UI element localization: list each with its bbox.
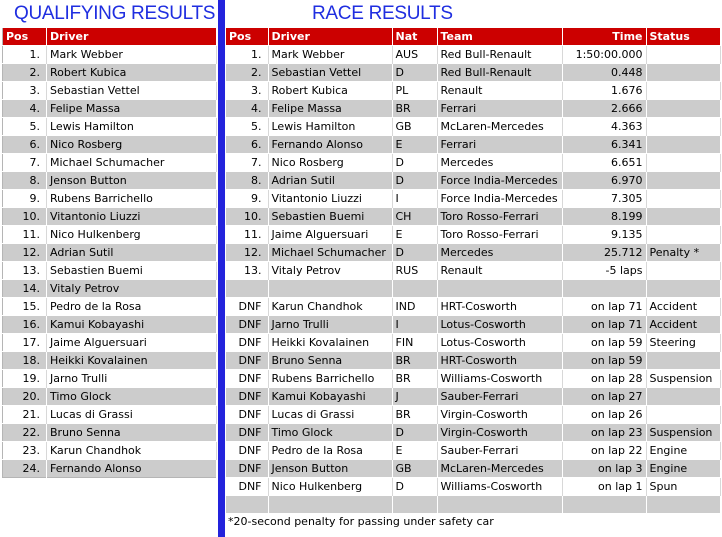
- race-status-cell: [646, 496, 721, 514]
- race-title: RACE RESULTS: [312, 3, 453, 24]
- race-driver-cell: Fernando Alonso: [268, 136, 392, 154]
- qualifying-row: [3, 370, 217, 388]
- race-row: [226, 82, 721, 100]
- race-status-cell: Suspension: [646, 424, 721, 442]
- qualifying-row: [3, 46, 217, 64]
- race-driver-cell: Felipe Massa: [268, 100, 392, 118]
- qualifying-driver-cell: Pedro de la Rosa: [47, 298, 217, 316]
- race-driver-cell: Michael Schumacher: [268, 244, 392, 262]
- qualifying-driver-cell: Karun Chandhok: [47, 442, 217, 460]
- qualifying-pos-cell: 21.: [3, 406, 47, 424]
- race-nat-cell: J: [392, 388, 437, 406]
- race-pos-cell: 11.: [226, 226, 268, 244]
- qualifying-title: QUALIFYING RESULTS: [14, 3, 216, 24]
- race-pos-cell: DNF: [226, 406, 268, 424]
- qualifying-header-row: [3, 28, 217, 46]
- race-row: [226, 100, 721, 118]
- race-status-cell: [646, 64, 721, 82]
- race-header-time: Time: [562, 28, 646, 46]
- race-time-cell: [562, 280, 646, 298]
- race-pos-cell: DNF: [226, 334, 268, 352]
- race-row: [226, 46, 721, 64]
- race-driver-cell: Lewis Hamilton: [268, 118, 392, 136]
- race-time-cell: [562, 496, 646, 514]
- qualifying-row: [3, 352, 217, 370]
- race-row: [226, 226, 721, 244]
- race-nat-cell: D: [392, 424, 437, 442]
- race-time-cell: 6.651: [562, 154, 646, 172]
- race-nat-cell: D: [392, 244, 437, 262]
- race-table: [226, 28, 721, 513]
- qualifying-pos-cell: 7.: [3, 154, 47, 172]
- race-pos-cell: DNF: [226, 460, 268, 478]
- race-row: [226, 190, 721, 208]
- race-row: [226, 64, 721, 82]
- race-row: [226, 352, 721, 370]
- race-driver-cell: [268, 280, 392, 298]
- race-team-cell: Toro Rosso-Ferrari: [437, 208, 562, 226]
- qualifying-row: [3, 298, 217, 316]
- qualifying-driver-cell: Vitantonio Liuzzi: [47, 208, 217, 226]
- race-pos-cell: [226, 496, 268, 514]
- race-pos-cell: DNF: [226, 442, 268, 460]
- race-driver-cell: Jaime Alguersuari: [268, 226, 392, 244]
- qualifying-pos-cell: 2.: [3, 64, 47, 82]
- race-nat-cell: AUS: [392, 46, 437, 64]
- race-team-cell: Ferrari: [437, 100, 562, 118]
- race-status-cell: [646, 118, 721, 136]
- qualifying-driver-cell: Bruno Senna: [47, 424, 217, 442]
- race-pos-cell: 2.: [226, 64, 268, 82]
- race-status-cell: Accident: [646, 298, 721, 316]
- race-status-cell: Spun: [646, 478, 721, 496]
- race-team-cell: Lotus-Cosworth: [437, 334, 562, 352]
- race-team-cell: [437, 496, 562, 514]
- race-team-cell: Sauber-Ferrari: [437, 442, 562, 460]
- race-time-cell: on lap 23: [562, 424, 646, 442]
- race-row: [226, 388, 721, 406]
- race-time-cell: 6.970: [562, 172, 646, 190]
- race-nat-cell: E: [392, 226, 437, 244]
- qualifying-driver-cell: Nico Hulkenberg: [47, 226, 217, 244]
- race-status-cell: [646, 154, 721, 172]
- race-team-cell: Renault: [437, 262, 562, 280]
- race-team-cell: Mercedes: [437, 154, 562, 172]
- race-status-cell: [646, 406, 721, 424]
- qualifying-driver-cell: Lucas di Grassi: [47, 406, 217, 424]
- qualifying-pos-cell: 23.: [3, 442, 47, 460]
- race-pos-cell: 13.: [226, 262, 268, 280]
- race-nat-cell: BR: [392, 406, 437, 424]
- race-team-cell: HRT-Cosworth: [437, 298, 562, 316]
- race-status-cell: [646, 100, 721, 118]
- race-team-cell: HRT-Cosworth: [437, 352, 562, 370]
- qualifying-pos-cell: 13.: [3, 262, 47, 280]
- race-driver-cell: Pedro de la Rosa: [268, 442, 392, 460]
- qualifying-driver-cell: Nico Rosberg: [47, 136, 217, 154]
- race-time-cell: 7.305: [562, 190, 646, 208]
- race-time-cell: on lap 1: [562, 478, 646, 496]
- race-pos-cell: DNF: [226, 316, 268, 334]
- race-status-cell: [646, 388, 721, 406]
- race-driver-cell: Kamui Kobayashi: [268, 388, 392, 406]
- race-team-cell: Toro Rosso-Ferrari: [437, 226, 562, 244]
- race-time-cell: on lap 71: [562, 298, 646, 316]
- race-row: [226, 442, 721, 460]
- race-nat-cell: D: [392, 154, 437, 172]
- qualifying-driver-cell: Fernando Alonso: [47, 460, 217, 478]
- race-time-cell: on lap 22: [562, 442, 646, 460]
- qualifying-row: [3, 406, 217, 424]
- race-time-cell: 6.341: [562, 136, 646, 154]
- qualifying-pos-cell: 8.: [3, 172, 47, 190]
- qualifying-row: [3, 316, 217, 334]
- race-time-cell: on lap 59: [562, 352, 646, 370]
- qualifying-pos-cell: 5.: [3, 118, 47, 136]
- race-header-nat: Nat: [392, 28, 437, 46]
- race-driver-cell: [268, 496, 392, 514]
- qualifying-driver-cell: Heikki Kovalainen: [47, 352, 217, 370]
- race-pos-cell: DNF: [226, 388, 268, 406]
- qualifying-driver-cell: Felipe Massa: [47, 100, 217, 118]
- qualifying-row: [3, 460, 217, 478]
- race-driver-cell: Jarno Trulli: [268, 316, 392, 334]
- qualifying-pos-cell: 10.: [3, 208, 47, 226]
- qualifying-row: [3, 172, 217, 190]
- race-team-cell: Virgin-Cosworth: [437, 406, 562, 424]
- qualifying-pos-cell: 9.: [3, 190, 47, 208]
- race-row: [226, 316, 721, 334]
- race-nat-cell: FIN: [392, 334, 437, 352]
- race-driver-cell: Sebastien Buemi: [268, 208, 392, 226]
- race-time-cell: on lap 3: [562, 460, 646, 478]
- qualifying-row: [3, 442, 217, 460]
- qualifying-driver-cell: Jaime Alguersuari: [47, 334, 217, 352]
- qualifying-pos-cell: 22.: [3, 424, 47, 442]
- race-row: [226, 424, 721, 442]
- qualifying-pos-cell: 17.: [3, 334, 47, 352]
- qualifying-pos-cell: 3.: [3, 82, 47, 100]
- qualifying-driver-cell: Sebastien Buemi: [47, 262, 217, 280]
- qualifying-driver-cell: Lewis Hamilton: [47, 118, 217, 136]
- race-driver-cell: Bruno Senna: [268, 352, 392, 370]
- race-status-cell: [646, 262, 721, 280]
- race-row: [226, 280, 721, 298]
- race-time-cell: 8.199: [562, 208, 646, 226]
- race-status-cell: Engine: [646, 442, 721, 460]
- qualifying-row: [3, 334, 217, 352]
- race-driver-cell: Adrian Sutil: [268, 172, 392, 190]
- qualifying-driver-cell: Jenson Button: [47, 172, 217, 190]
- race-status-cell: Accident: [646, 316, 721, 334]
- race-driver-cell: Lucas di Grassi: [268, 406, 392, 424]
- race-team-cell: Sauber-Ferrari: [437, 388, 562, 406]
- race-pos-cell: 1.: [226, 46, 268, 64]
- qualifying-driver-cell: Mark Webber: [47, 46, 217, 64]
- qualifying-driver-cell: Jarno Trulli: [47, 370, 217, 388]
- qualifying-row: [3, 244, 217, 262]
- race-driver-cell: Heikki Kovalainen: [268, 334, 392, 352]
- race-status-cell: [646, 46, 721, 64]
- race-time-cell: 25.712: [562, 244, 646, 262]
- qualifying-pos-cell: 18.: [3, 352, 47, 370]
- race-status-cell: [646, 352, 721, 370]
- race-time-cell: on lap 27: [562, 388, 646, 406]
- race-team-cell: Lotus-Cosworth: [437, 316, 562, 334]
- qualifying-pos-cell: 6.: [3, 136, 47, 154]
- race-driver-cell: Robert Kubica: [268, 82, 392, 100]
- race-team-cell: McLaren-Mercedes: [437, 460, 562, 478]
- race-status-cell: [646, 172, 721, 190]
- race-nat-cell: E: [392, 136, 437, 154]
- race-time-cell: -5 laps: [562, 262, 646, 280]
- race-time-cell: 9.135: [562, 226, 646, 244]
- race-nat-cell: I: [392, 316, 437, 334]
- race-time-cell: on lap 71: [562, 316, 646, 334]
- race-row: [226, 262, 721, 280]
- race-driver-cell: Jenson Button: [268, 460, 392, 478]
- race-status-cell: [646, 190, 721, 208]
- race-status-cell: Engine: [646, 460, 721, 478]
- race-team-cell: Virgin-Cosworth: [437, 424, 562, 442]
- race-pos-cell: DNF: [226, 478, 268, 496]
- race-driver-cell: Nico Rosberg: [268, 154, 392, 172]
- qualifying-driver-cell: Robert Kubica: [47, 64, 217, 82]
- race-status-cell: [646, 226, 721, 244]
- race-row: [226, 172, 721, 190]
- qualifying-pos-cell: 15.: [3, 298, 47, 316]
- race-driver-cell: Vitantonio Liuzzi: [268, 190, 392, 208]
- race-header-driver: Driver: [268, 28, 392, 46]
- race-nat-cell: D: [392, 64, 437, 82]
- race-pos-cell: DNF: [226, 370, 268, 388]
- race-nat-cell: GB: [392, 460, 437, 478]
- race-driver-cell: Rubens Barrichello: [268, 370, 392, 388]
- race-row: [226, 244, 721, 262]
- race-team-cell: Mercedes: [437, 244, 562, 262]
- qualifying-row: [3, 118, 217, 136]
- race-nat-cell: RUS: [392, 262, 437, 280]
- race-pos-cell: 12.: [226, 244, 268, 262]
- race-row: [226, 334, 721, 352]
- race-nat-cell: CH: [392, 208, 437, 226]
- qualifying-row: [3, 208, 217, 226]
- race-team-cell: Williams-Cosworth: [437, 478, 562, 496]
- race-pos-cell: DNF: [226, 352, 268, 370]
- race-pos-cell: 8.: [226, 172, 268, 190]
- qualifying-pos-cell: 19.: [3, 370, 47, 388]
- race-team-cell: Williams-Cosworth: [437, 370, 562, 388]
- race-row: [226, 460, 721, 478]
- race-pos-cell: 4.: [226, 100, 268, 118]
- qualifying-row: [3, 262, 217, 280]
- race-nat-cell: GB: [392, 118, 437, 136]
- race-time-cell: 2.666: [562, 100, 646, 118]
- qualifying-row: [3, 82, 217, 100]
- race-team-cell: Force India-Mercedes: [437, 172, 562, 190]
- race-row: [226, 370, 721, 388]
- qualifying-row: [3, 226, 217, 244]
- race-pos-cell: 5.: [226, 118, 268, 136]
- race-driver-cell: Nico Hulkenberg: [268, 478, 392, 496]
- qualifying-driver-cell: Kamui Kobayashi: [47, 316, 217, 334]
- race-nat-cell: D: [392, 172, 437, 190]
- race-header-team: Team: [437, 28, 562, 46]
- race-pos-cell: DNF: [226, 298, 268, 316]
- race-nat-cell: BR: [392, 370, 437, 388]
- race-nat-cell: BR: [392, 352, 437, 370]
- qualifying-row: [3, 388, 217, 406]
- race-nat-cell: I: [392, 190, 437, 208]
- qualifying-row: [3, 190, 217, 208]
- qualifying-driver-cell: Timo Glock: [47, 388, 217, 406]
- race-time-cell: 0.448: [562, 64, 646, 82]
- qualifying-row: [3, 280, 217, 298]
- race-pos-cell: 9.: [226, 190, 268, 208]
- race-nat-cell: E: [392, 442, 437, 460]
- race-team-cell: Red Bull-Renault: [437, 46, 562, 64]
- race-status-cell: [646, 208, 721, 226]
- race-time-cell: on lap 26: [562, 406, 646, 424]
- race-status-cell: [646, 136, 721, 154]
- race-status-cell: Penalty *: [646, 244, 721, 262]
- qualifying-header-pos: Pos: [3, 28, 47, 46]
- section-divider: [218, 0, 225, 537]
- qualifying-driver-cell: Vitaly Petrov: [47, 280, 217, 298]
- race-time-cell: on lap 28: [562, 370, 646, 388]
- qualifying-pos-cell: 20.: [3, 388, 47, 406]
- race-time-cell: 1:50:00.000: [562, 46, 646, 64]
- race-team-cell: Force India-Mercedes: [437, 190, 562, 208]
- qualifying-pos-cell: 11.: [3, 226, 47, 244]
- race-driver-cell: Sebastian Vettel: [268, 64, 392, 82]
- race-time-cell: 4.363: [562, 118, 646, 136]
- qualifying-table: [2, 28, 217, 478]
- race-driver-cell: Timo Glock: [268, 424, 392, 442]
- qualifying-row: [3, 136, 217, 154]
- penalty-footnote: *20-second penalty for passing under safety car: [228, 515, 494, 528]
- race-time-cell: 1.676: [562, 82, 646, 100]
- race-pos-cell: DNF: [226, 424, 268, 442]
- race-status-cell: Suspension: [646, 370, 721, 388]
- race-pos-cell: [226, 280, 268, 298]
- race-pos-cell: 7.: [226, 154, 268, 172]
- qualifying-pos-cell: 14.: [3, 280, 47, 298]
- race-team-cell: Renault: [437, 82, 562, 100]
- race-team-cell: [437, 280, 562, 298]
- qualifying-driver-cell: Michael Schumacher: [47, 154, 217, 172]
- qualifying-pos-cell: 12.: [3, 244, 47, 262]
- race-pos-cell: 3.: [226, 82, 268, 100]
- qualifying-pos-cell: 4.: [3, 100, 47, 118]
- race-nat-cell: [392, 280, 437, 298]
- race-driver-cell: Karun Chandhok: [268, 298, 392, 316]
- race-pos-cell: 6.: [226, 136, 268, 154]
- race-status-cell: Steering: [646, 334, 721, 352]
- race-time-cell: on lap 59: [562, 334, 646, 352]
- qualifying-driver-cell: Adrian Sutil: [47, 244, 217, 262]
- qualifying-pos-cell: 16.: [3, 316, 47, 334]
- qualifying-pos-cell: 1.: [3, 46, 47, 64]
- qualifying-pos-cell: 24.: [3, 460, 47, 478]
- race-nat-cell: D: [392, 478, 437, 496]
- race-header-status: Status: [646, 28, 721, 46]
- race-driver-cell: Mark Webber: [268, 46, 392, 64]
- race-driver-cell: Vitaly Petrov: [268, 262, 392, 280]
- race-row: [226, 496, 721, 514]
- race-row: [226, 208, 721, 226]
- race-nat-cell: PL: [392, 82, 437, 100]
- qualifying-row: [3, 154, 217, 172]
- race-status-cell: [646, 280, 721, 298]
- race-row: [226, 406, 721, 424]
- race-header-pos: Pos: [226, 28, 268, 46]
- qualifying-row: [3, 100, 217, 118]
- race-nat-cell: [392, 496, 437, 514]
- qualifying-row: [3, 64, 217, 82]
- race-row: [226, 136, 721, 154]
- race-nat-cell: BR: [392, 100, 437, 118]
- race-row: [226, 478, 721, 496]
- qualifying-driver-cell: Rubens Barrichello: [47, 190, 217, 208]
- race-header-row: [226, 28, 721, 46]
- race-row: [226, 298, 721, 316]
- race-pos-cell: 10.: [226, 208, 268, 226]
- race-team-cell: McLaren-Mercedes: [437, 118, 562, 136]
- qualifying-header-driver: Driver: [47, 28, 217, 46]
- race-row: [226, 118, 721, 136]
- qualifying-driver-cell: Sebastian Vettel: [47, 82, 217, 100]
- race-nat-cell: IND: [392, 298, 437, 316]
- race-status-cell: [646, 82, 721, 100]
- race-row: [226, 154, 721, 172]
- race-team-cell: Red Bull-Renault: [437, 64, 562, 82]
- race-team-cell: Ferrari: [437, 136, 562, 154]
- qualifying-row: [3, 424, 217, 442]
